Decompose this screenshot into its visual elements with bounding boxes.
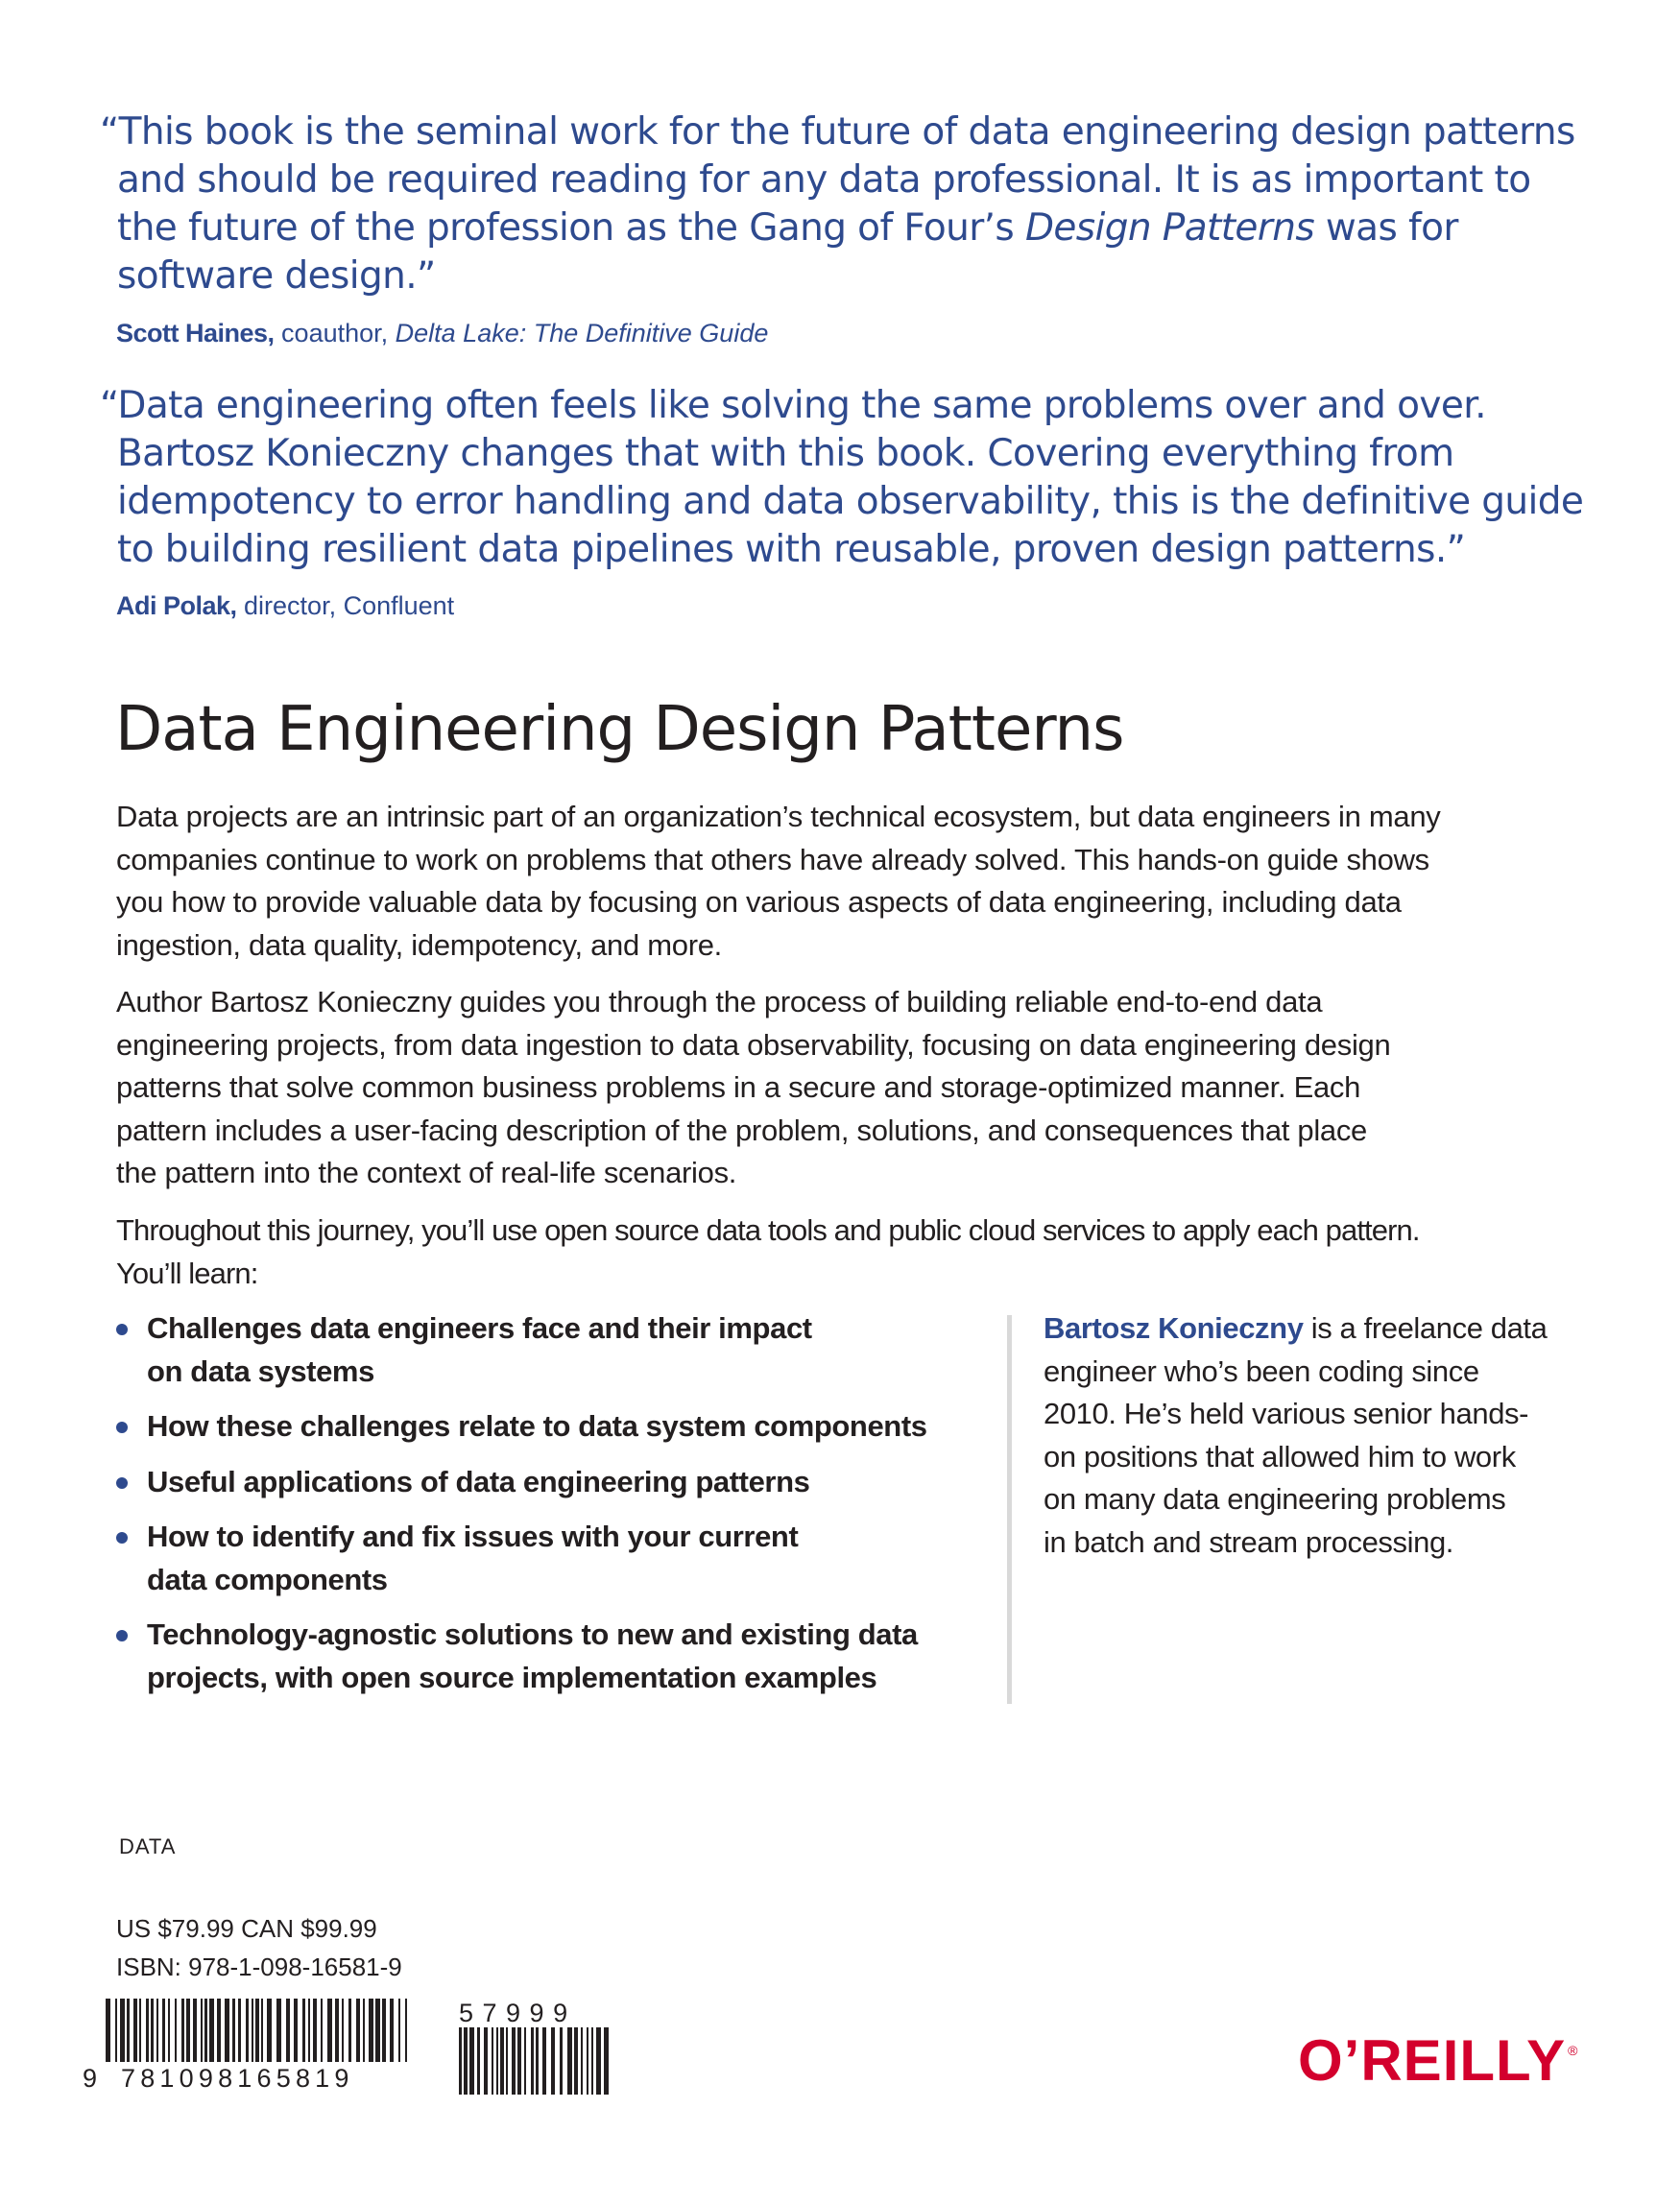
barcode-bar bbox=[382, 1999, 386, 2062]
oreilly-logo bbox=[1298, 2027, 1579, 2094]
barcode-bar bbox=[496, 2027, 498, 2095]
description-paragraph-3 bbox=[116, 1210, 1518, 1295]
bio-line-text: is a freelance data bbox=[1303, 1311, 1548, 1345]
barcode-bar bbox=[596, 2027, 601, 2095]
barcode-bar bbox=[574, 2027, 578, 2095]
category-label: DATA bbox=[119, 1834, 177, 1858]
quote-2-line-3: idempotency to error handling and data observability, this is the definitive guide bbox=[117, 480, 1584, 523]
quote-1 bbox=[100, 108, 1597, 300]
quote-1-line-4: software design.” bbox=[117, 254, 436, 298]
barcode-bar bbox=[276, 1999, 281, 2062]
barcode-bar bbox=[261, 1999, 263, 2062]
author-name: Bartosz Konieczny bbox=[1044, 1311, 1304, 1345]
isbn-line: ISBN: 978-1-098-16581-9 bbox=[116, 1952, 402, 1981]
barcode-bar bbox=[560, 2027, 563, 2095]
barcode-bar bbox=[120, 1999, 125, 2062]
author-bio bbox=[1044, 1307, 1581, 1564]
paragraph-line: ingestion, data quality, idempotency, and more. bbox=[116, 927, 722, 962]
barcode-bar bbox=[356, 1999, 360, 2062]
paragraph-line: patterns that solve common business problems in a secure and storage-optimized manner. Each bbox=[116, 1070, 1361, 1104]
bullet-icon bbox=[116, 1532, 128, 1544]
book-title: Data Engineering Design Patterns bbox=[115, 694, 1124, 765]
bullet-text: Useful applications of data engineering patterns bbox=[147, 1464, 810, 1498]
barcode-bar bbox=[342, 1999, 344, 2062]
barcode-bar bbox=[536, 2027, 539, 2095]
barcode-bar bbox=[294, 1999, 298, 2062]
barcode-bar bbox=[369, 1999, 373, 2062]
barcode-bar bbox=[201, 1999, 203, 2062]
barcode-main-digits: 781098165819 bbox=[121, 2064, 354, 2093]
paragraph-line: You’ll learn: bbox=[116, 1256, 258, 1290]
bullet-text: Challenges data engineers face and their impact bbox=[147, 1311, 812, 1345]
bullet-item bbox=[116, 1461, 961, 1504]
barcode-bar bbox=[506, 2027, 508, 2095]
barcode-bar bbox=[363, 1999, 365, 2062]
bullet-item bbox=[116, 1405, 961, 1449]
barcode bbox=[83, 1999, 620, 2095]
bullet-item bbox=[116, 1307, 961, 1393]
barcode-bar bbox=[193, 1999, 197, 2062]
paragraph-line: Throughout this journey, you’ll use open source data tools and public cloud services to apply each pattern. bbox=[116, 1213, 1420, 1247]
barcode-bar bbox=[115, 1999, 117, 2062]
publisher-name: O’REILLY bbox=[1298, 2028, 1567, 2093]
barcode-bar bbox=[390, 1999, 394, 2062]
barcode-bar bbox=[469, 2027, 474, 2095]
attribution-role: director, Confluent bbox=[236, 591, 455, 620]
barcode-bar bbox=[238, 1999, 241, 2062]
barcode-bar bbox=[517, 2027, 521, 2095]
quote-1-attribution bbox=[116, 317, 768, 349]
paragraph-line: companies continue to work on problems that others have already solved. This hands-on guide shows bbox=[116, 842, 1429, 876]
bullet-text: projects, with open source implementation examples bbox=[147, 1660, 877, 1694]
barcode-bar bbox=[327, 1999, 332, 2062]
barcode-bar bbox=[151, 1999, 154, 2062]
barcode-bar bbox=[604, 2027, 609, 2095]
barcode-bar bbox=[156, 1999, 158, 2062]
paragraph-line: Author Bartosz Konieczny guides you through the process of building reliable end-to-end data bbox=[116, 985, 1323, 1018]
barcode-bar bbox=[375, 1999, 380, 2062]
paragraph-line: pattern includes a user-facing description of the problem, solutions, and consequences that place bbox=[116, 1113, 1367, 1147]
attribution-role: coauthor, bbox=[274, 319, 396, 347]
paragraph-line: Data projects are an intrinsic part of an organization’s technical ecosystem, but data engineers in many bbox=[116, 800, 1441, 833]
barcode-bar bbox=[512, 2027, 516, 2095]
bullet-text: Technology-agnostic solutions to new and existing data bbox=[147, 1617, 918, 1651]
barcode-bar bbox=[225, 1999, 229, 2062]
quote-1-line-2: and should be required reading for any data professional. It is as important to bbox=[117, 158, 1531, 202]
barcode-bar bbox=[464, 2027, 468, 2095]
barcode-bar bbox=[139, 1999, 141, 2062]
quote-2 bbox=[100, 382, 1597, 574]
barcode-bar bbox=[162, 1999, 165, 2062]
barcode-bar bbox=[459, 2027, 462, 2095]
bullet-text: on data systems bbox=[147, 1354, 374, 1388]
bio-line: engineer who’s been coding since bbox=[1044, 1354, 1479, 1388]
bio-line bbox=[1044, 1307, 1581, 1351]
barcode-bar bbox=[217, 1999, 221, 2062]
barcode-bar bbox=[106, 1999, 110, 2062]
quote-2-line-4: to building resilient data pipelines with reusable, proven design patterns.” bbox=[117, 528, 1466, 571]
barcode-bar bbox=[181, 1999, 184, 2062]
barcode-bar bbox=[335, 1999, 339, 2062]
bullet-icon bbox=[116, 1324, 128, 1335]
barcode-bar bbox=[531, 2027, 534, 2095]
bio-line: on many data engineering problems bbox=[1044, 1482, 1506, 1516]
bullet-text: How to identify and fix issues with your current bbox=[147, 1520, 799, 1553]
barcode-addon-bars bbox=[459, 2027, 609, 2095]
paragraph-line: engineering projects, from data ingestion to data observability, focusing on data engineering design bbox=[116, 1027, 1391, 1062]
quote-2-line-1: “Data engineering often feels like solving the same problems over and over. bbox=[100, 384, 1486, 427]
bullet-icon bbox=[116, 1422, 128, 1433]
paragraph-line: the pattern into the context of real-life scenarios. bbox=[116, 1156, 737, 1189]
description-paragraph-2 bbox=[116, 981, 1518, 1195]
description-paragraph-1 bbox=[116, 796, 1518, 967]
quote-2-attribution bbox=[116, 589, 454, 622]
barcode-bar bbox=[133, 1999, 137, 2062]
bullet-item bbox=[116, 1614, 961, 1699]
barcode-bar bbox=[321, 1999, 323, 2062]
barcode-bar bbox=[168, 1999, 170, 2062]
bio-line: 2010. He’s held various senior hands- bbox=[1044, 1397, 1529, 1430]
barcode-bar bbox=[591, 2027, 593, 2095]
barcode-bar bbox=[348, 1999, 351, 2062]
barcode-bar bbox=[286, 1999, 290, 2062]
bio-line: on positions that allowed him to work bbox=[1044, 1439, 1516, 1473]
price-line: US $79.99 CAN $99.99 bbox=[116, 1914, 377, 1943]
barcode-bar bbox=[302, 1999, 305, 2062]
barcode-bar bbox=[581, 2027, 583, 2095]
barcode-bar bbox=[209, 1999, 214, 2062]
barcode-bar bbox=[313, 1999, 317, 2062]
trademark-icon: ® bbox=[1568, 2043, 1579, 2058]
attribution-book-title: Delta Lake: The Definitive Guide bbox=[395, 319, 769, 347]
barcode-bar bbox=[308, 1999, 310, 2062]
bullet-icon bbox=[116, 1477, 128, 1489]
barcode-bar bbox=[127, 1999, 130, 2062]
barcode-bar bbox=[186, 1999, 190, 2062]
bullet-item bbox=[116, 1516, 961, 1601]
barcode-bar bbox=[551, 2027, 555, 2095]
learning-bullets bbox=[116, 1307, 961, 1712]
barcode-bar bbox=[492, 2027, 493, 2095]
quote-1-line-3-text: the future of the profession as the Gang of Four’s bbox=[117, 206, 1025, 250]
barcode-bar bbox=[267, 1999, 272, 2062]
book-title-italic: Design Patterns bbox=[1024, 206, 1315, 250]
barcode-bar bbox=[252, 1999, 253, 2062]
quote-2-line-2: Bartosz Konieczny changes that with this book. Covering everything from bbox=[117, 432, 1454, 475]
bullet-text: data components bbox=[147, 1562, 388, 1596]
barcode-bar bbox=[477, 2027, 480, 2095]
barcode-bar bbox=[204, 1999, 207, 2062]
bio-divider bbox=[1007, 1315, 1012, 1704]
barcode-bar bbox=[255, 1999, 259, 2062]
barcode-bar bbox=[542, 2027, 546, 2095]
barcode-bar bbox=[146, 1999, 149, 2062]
quote-1-line-1: “This book is the seminal work for the future of data engineering design patterns bbox=[100, 110, 1575, 154]
barcode-lead-digit: 9 bbox=[83, 2064, 98, 2093]
barcode-bar bbox=[232, 1999, 235, 2062]
barcode-bar bbox=[405, 1999, 407, 2062]
quote-1-line-3 bbox=[100, 204, 1597, 252]
barcode-main-bars bbox=[106, 1999, 407, 2062]
quote-1-line-3-tail: was for bbox=[1314, 206, 1458, 250]
barcode-bar bbox=[246, 1999, 249, 2062]
barcode-bar bbox=[484, 2027, 488, 2095]
bio-line: in batch and stream processing. bbox=[1044, 1524, 1454, 1559]
barcode-bar bbox=[587, 2027, 588, 2095]
bullet-icon bbox=[116, 1630, 128, 1641]
paragraph-line: you how to provide valuable data by focusing on various aspects of data engineering, including data bbox=[116, 885, 1402, 919]
bullet-text: How these challenges relate to data system components bbox=[147, 1409, 927, 1443]
barcode-bar bbox=[398, 1999, 400, 2062]
attribution-name: Adi Polak, bbox=[116, 591, 237, 620]
barcode-addon-digits: 5 7 9 9 9 bbox=[459, 1999, 569, 2027]
barcode-bar bbox=[524, 2027, 526, 2095]
barcode-bar bbox=[500, 2027, 504, 2095]
barcode-bar bbox=[567, 2027, 572, 2095]
attribution-name: Scott Haines, bbox=[116, 319, 275, 347]
barcode-bar bbox=[175, 1999, 177, 2062]
